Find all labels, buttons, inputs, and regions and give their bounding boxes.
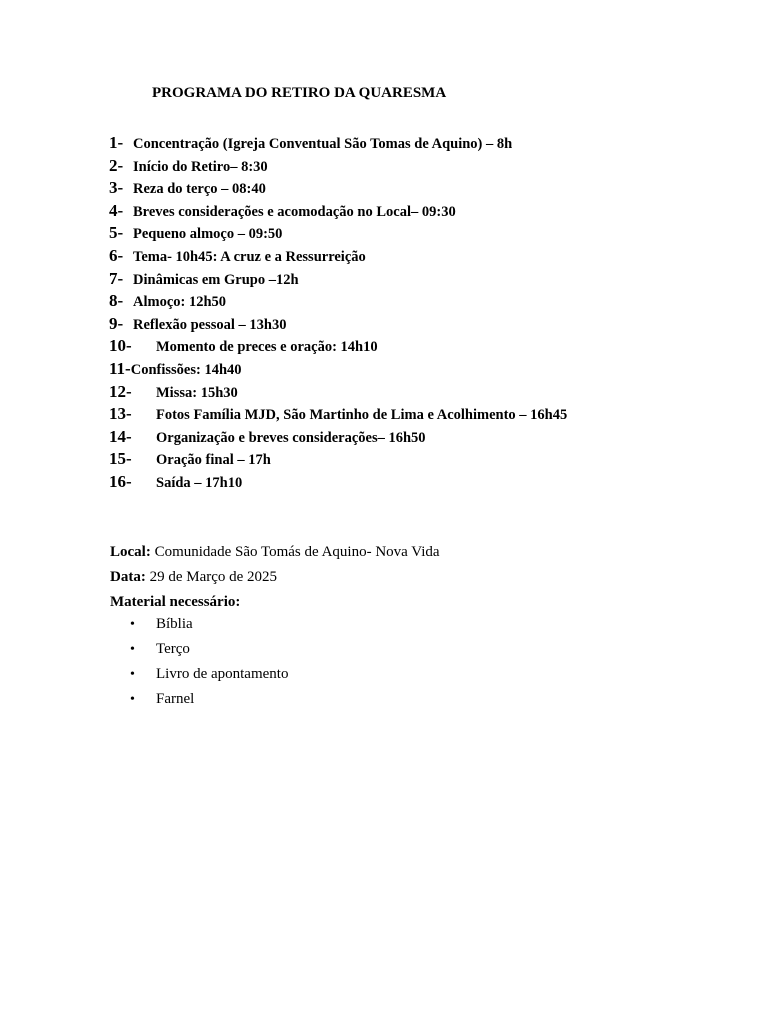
- program-item-text: Momento de preces e oração: 14h10: [156, 339, 378, 356]
- program-item-text: Início do Retiro– 8:30: [133, 158, 268, 175]
- program-item-number: 9-: [109, 313, 124, 333]
- program-item: [109, 382, 567, 405]
- program-item-text: Concentração (Igreja Conventual São Tomas de Aquino) – 8h: [133, 136, 513, 152]
- program-item-text: Reflexão pessoal – 13h30: [133, 316, 287, 333]
- bullet-icon: •: [130, 667, 135, 682]
- material-item: Livro de apontamento: [156, 666, 289, 682]
- program-item: [109, 133, 567, 156]
- program-item: [109, 246, 567, 269]
- program-item-text: Oração final – 17h: [156, 452, 271, 469]
- program-item-text: Almoço: 12h50: [133, 294, 227, 311]
- program-item-number: 2-: [109, 155, 124, 175]
- program-item: [109, 404, 567, 427]
- program-item: [109, 291, 567, 314]
- list-item: [110, 691, 288, 716]
- program-item-number: 4-: [109, 200, 124, 220]
- program-item-number: 10-: [109, 336, 132, 356]
- local-value: Comunidade São Tomás de Aquino- Nova Vida: [154, 544, 440, 560]
- list-item: [110, 616, 288, 641]
- program-item-text: Reza do terço – 08:40: [133, 181, 266, 198]
- local-label: Local:: [110, 544, 151, 560]
- program-item-number: 1-: [109, 133, 124, 152]
- program-item-number: 3-: [109, 178, 124, 198]
- materials-line: [110, 594, 240, 611]
- program-item: [109, 269, 567, 292]
- program-item: [109, 201, 567, 224]
- date-label: Data:: [110, 569, 146, 585]
- program-item-number: 7-: [109, 268, 124, 288]
- program-item-number: 12-: [109, 381, 132, 401]
- program-item-number: 14-: [109, 426, 132, 446]
- program-item-number: 11-: [109, 358, 131, 378]
- bullet-icon: •: [130, 617, 135, 632]
- materials-label: Material necessário:: [110, 594, 241, 610]
- bullet-icon: •: [130, 642, 135, 657]
- material-item: Farnel: [156, 691, 195, 707]
- program-item: [109, 336, 567, 359]
- program-item-text: Pequeno almoço – 09:50: [133, 226, 283, 243]
- date-value: 29 de Março de 2025: [149, 569, 278, 585]
- list-item: [110, 666, 288, 691]
- material-item: Terço: [156, 641, 190, 657]
- program-item-text: Saída – 17h10: [156, 474, 243, 491]
- program-item-text: Fotos Família MJD, São Martinho de Lima e Acolhimento – 16h45: [156, 407, 568, 424]
- program-item-text: Dinâmicas em Grupo –12h: [133, 271, 299, 288]
- program-list: [109, 133, 567, 495]
- program-item-number: 8-: [109, 291, 124, 311]
- program-item: [109, 449, 567, 472]
- program-item-number: 13-: [109, 404, 132, 424]
- materials-list: [110, 616, 288, 716]
- program-item-text: Missa: 15h30: [156, 384, 238, 401]
- program-item-text: Organização e breves considerações– 16h50: [156, 429, 426, 446]
- program-item-number: 5-: [109, 223, 124, 243]
- program-item: [109, 472, 567, 495]
- document-title: PROGRAMA DO RETIRO DA QUARESMA: [152, 85, 447, 101]
- program-item-number: 16-: [109, 471, 132, 491]
- program-item-number: 15-: [109, 449, 132, 469]
- bullet-icon: •: [130, 692, 135, 707]
- program-item-text: Tema- 10h45: A cruz e a Ressurreição: [133, 248, 366, 265]
- material-item: Bíblia: [156, 616, 193, 632]
- program-item: [109, 156, 567, 179]
- program-item: [109, 178, 567, 201]
- program-item: [109, 223, 567, 246]
- local-line: [110, 544, 440, 561]
- date-line: [110, 569, 277, 586]
- program-item: [109, 314, 567, 337]
- program-item-number: 6-: [109, 245, 124, 265]
- program-item: [109, 359, 567, 382]
- program-item-text: Confissões: 14h40: [130, 361, 242, 378]
- program-item: [109, 427, 567, 450]
- list-item: [110, 641, 288, 666]
- program-item-text: Breves considerações e acomodação no Local– 09:30: [133, 203, 456, 220]
